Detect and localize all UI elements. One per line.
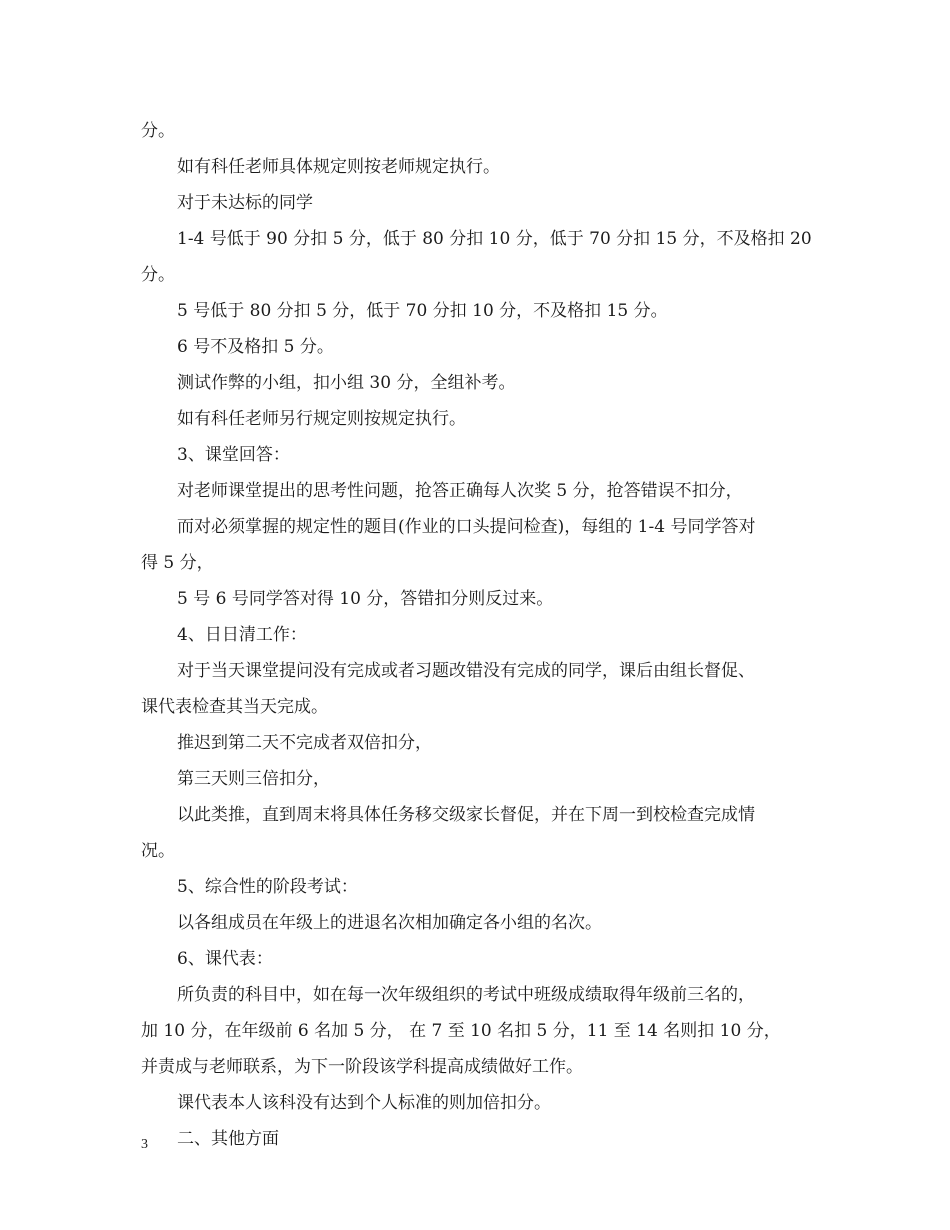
text-line: 而对必须掌握的规定性的题目(作业的口头提问检查)，每组的 1-4 号同学答对 [177,517,756,537]
text-line: 以各组成员在年级上的进退名次相加确定各小组的名次。 [177,913,602,933]
text-line: 第三天则三倍扣分， [177,769,330,789]
text-line: 对老师课堂提出的思考性问题，抢答正确每人次奖 5 分，抢答错误不扣分， [177,481,743,501]
text-line: 6 号不及格扣 5 分。 [177,337,334,357]
text-line: 5 号 6 号同学答对得 10 分，答错扣分则反过来。 [177,589,554,609]
text-line: 4、日日清工作： [177,625,307,645]
text-line: 二、其他方面 [177,1129,279,1149]
text-line: 如有科任老师具体规定则按老师规定执行。 [177,157,500,177]
text-line: 对于未达标的同学 [177,193,313,213]
text-line: 所负责的科目中，如在每一次年级组织的考试中班级成绩取得年级前三名的， [177,985,755,1005]
text-line: 分。 [141,121,175,141]
text-line: 以此类推，直到周末将具体任务移交级家长督促，并在下周一到校检查完成情 [177,805,755,825]
text-line: 5 号低于 80 分扣 5 分，低于 70 分扣 10 分，不及格扣 15 分。 [177,301,668,321]
text-line: 测试作弊的小组，扣小组 30 分，全组补考。 [177,373,516,393]
text-line: 对于当天课堂提问没有完成或者习题改错没有完成的同学，课后由组长督促、 [177,661,755,681]
text-line: 5、综合性的阶段考试： [177,877,358,897]
text-line: 课代表本人该科没有达到个人标准的则加倍扣分。 [177,1093,551,1113]
text-line: 推迟到第二天不完成者双倍扣分， [177,733,432,753]
text-line: 加 10 分，在年级前 6 名加 5 分， 在 7 至 10 名扣 5 分，11 至 14 名则扣 10 分， [141,1021,781,1041]
text-line: 况。 [141,841,175,861]
text-line: 并责成与老师联系，为下一阶段该学科提高成绩做好工作。 [141,1057,583,1077]
document-body [141,113,817,1157]
text-line: 6、课代表： [177,949,273,969]
text-line: 课代表检查其当天完成。 [141,697,328,717]
text-line: 分。 [141,265,175,285]
text-line: 1-4 号低于 90 分扣 5 分，低于 80 分扣 10 分，低于 70 分扣 15 分，不及格扣 20 [177,229,812,249]
text-line: 得 5 分， [141,553,214,573]
page-number: 3 [141,1137,148,1152]
text-line: 3、课堂回答： [177,445,290,465]
text-line: 如有科任老师另行规定则按规定执行。 [177,409,466,429]
